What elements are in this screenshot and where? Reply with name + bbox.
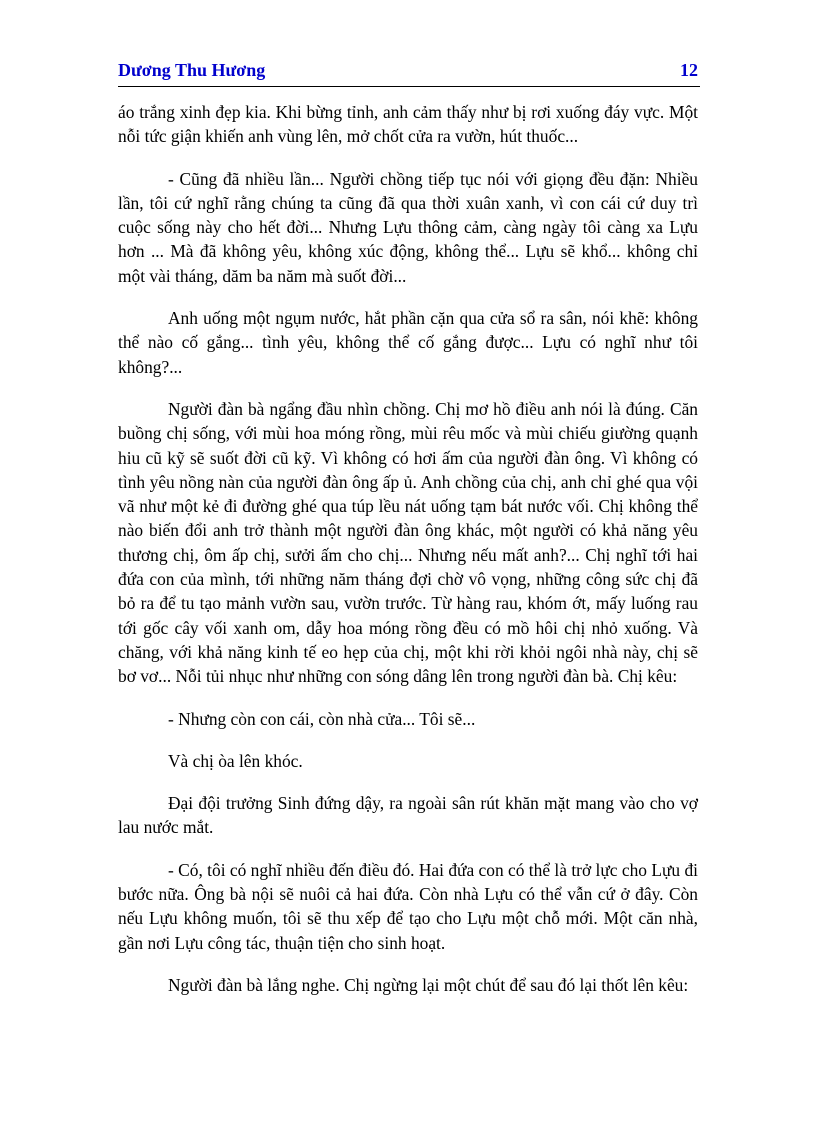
paragraph: Anh uống một ngụm nước, hắt phần cặn qua cửa sổ ra sân, nói khẽ: không thể nào cố gắng... tình yêu, không thể cố gắng được... Lựu có nghĩ như tôi không?... [118, 308, 698, 377]
paragraph: - Có, tôi có nghĩ nhiều đến điều đó. Hai đứa con có thể là trở lực cho Lựu đi bước nữa. Ông bà nội sẽ nuôi cả hai đứa. Còn nhà Lựu có thể vẫn cứ ở đây. Còn nếu Lựu không muốn, tôi sẽ thu xếp để tạo cho Lựu một chỗ mới. Một căn nhà, gần nơi Lựu công tác, thuận tiện cho sinh hoạt. [118, 859, 698, 953]
paragraph: Người đàn bà ngẩng đầu nhìn chồng. Chị mơ hồ điều anh nói là đúng. Căn buồng chị sống, với mùi hoa móng rồng, mùi rêu mốc và mùi chiếu giường quạnh hiu cũ kỹ sẽ suốt đời cũ kỹ. Vì không có hơi ấm của người đàn ông. Vì không có tình yêu nồng nàn của người đàn ông ấp ủ. Anh chồng của chị, anh chỉ ghé qua vội vã như một kẻ đi đường ghé qua túp lều nát uống tạm bát nước vối. Chị không thể nào biến đổi anh trở thành một người đàn ông khác, một người có khả năng yêu thương chị, ôm ấp chị, sưởi ấm cho chị... Nhưng nếu mất anh?... Chị nghĩ tới hai đứa con của mình, tới những năm tháng đợi chờ vô vọng, những công sức chị đã bỏ ra để tu tạo mảnh vườn sau, vườn trước. Từ hàng rau, khóm ớt, mấy luống rau tới gốc cây vối xanh om, dẫy hoa móng rồng đều có mồ hôi chị nhỏ xuống. Và chăng, với khả năng kinh tế eo hẹp của chị, một khi rời khỏi ngôi nhà này, chị sẽ bơ vơ... Nỗi tủi nhục như những con sóng dâng lên trong người đàn bà. Chị kêu: [118, 398, 698, 687]
paragraph: Và chị òa lên khóc. [168, 750, 303, 771]
page-number: 12 [680, 60, 698, 80]
paragraph: Người đàn bà lắng nghe. Chị ngừng lại một chút để sau đó lại thốt lên kêu: [168, 974, 689, 995]
paragraph: Đại đội trưởng Sinh đứng dậy, ra ngoài sân rút khăn mặt mang vào cho vợ lau nước mắt. [118, 793, 698, 838]
author-name: Dương Thu Hương [118, 60, 266, 80]
paragraph: - Cũng đã nhiều lần... Người chồng tiếp tục nói với giọng đều đặn: Nhiều lần, tôi cứ nghĩ rằng chúng ta cũng đã qua thời xuân xanh, vì con cái cứ duy trì cuộc sống này cho hết đời... Nhưng Lựu thông cảm, càng ngày tôi càng xa Lựu hơn ... Mà đã không yêu, không xúc động, không thể... Lựu sẽ khổ... không chỉ một vài tháng, dăm ba năm mà suốt đời... [118, 168, 698, 286]
paragraph: - Nhưng còn con cái, còn nhà cửa... Tôi sẽ... [168, 708, 476, 729]
paragraph: áo trắng xinh đẹp kia. Khi bừng tỉnh, anh cảm thấy như bị rơi xuống đáy vực. Một nỗi tức giận khiến anh vùng lên, mở chốt cửa ra vườn, hút thuốc... [118, 102, 698, 147]
body-text [118, 100, 698, 1015]
page-header [118, 60, 700, 87]
